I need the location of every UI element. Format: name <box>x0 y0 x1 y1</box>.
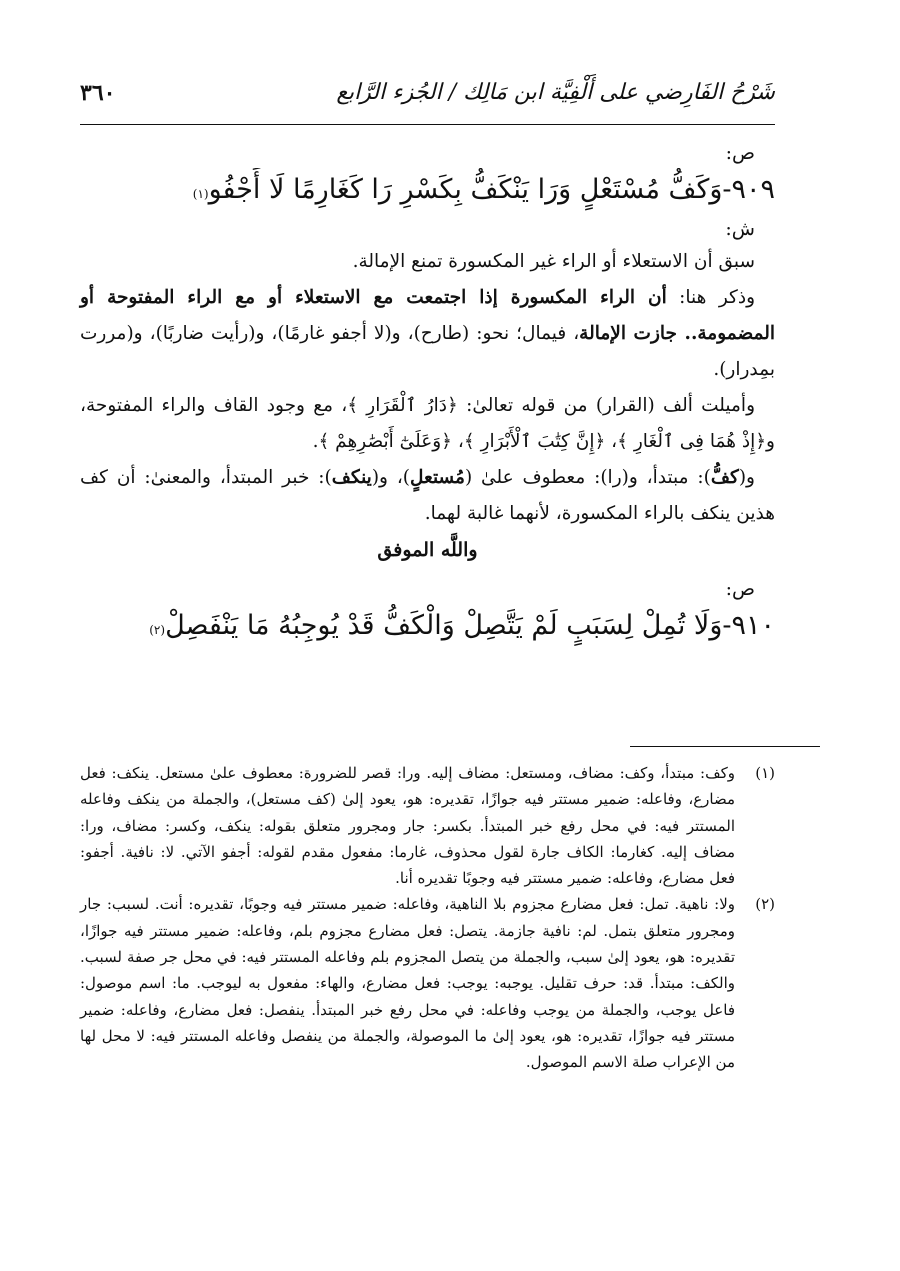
text-run: )، و( <box>371 467 411 488</box>
footnote-number: (١) <box>755 764 775 782</box>
text-run: ): مبتدأ، و(را): معطوف علىٰ ( <box>464 467 711 488</box>
footnote-divider <box>630 746 820 747</box>
sad-label: ص: <box>725 142 755 164</box>
footnotes <box>80 760 775 1076</box>
footnote-ref[interactable]: (٢) <box>149 623 166 637</box>
paragraph <box>80 460 775 532</box>
footnote-ref[interactable]: (١) <box>192 187 209 201</box>
footnote-text: وكف: مبتدأ، وكف: مضاف، ومستعل: مضاف إليه. ورا: قصر للضرورة: معطوف علىٰ مستعل. ينكف: فعل مضارع، وفاعله: ضمير مستتر فيه جوازًا، تقديره: هو، يعود إلىٰ (كف مستعل)، والجملة من ينكف وفاعله المستتر فيه: في محل رفع خبر المبتدأ. بكسر: جار ومجرور متعلق بقوله: ينكف، وكسر: مضاف، ورا: مضاف إليه. كغارما: الكاف جارة لقول محذوف، غارما: مفعول مقدم لقوله: أجفو الآتي. لا: نافية. أجفو: فعل مضارع، وفاعله: ضمير مستتر فيه وجوبًا تقديره أنا. <box>80 764 735 888</box>
paragraph: وأميلت ألف (القرار) من قوله تعالىٰ: ﴿دَارُ ٱلْقَرَارِ ﴾، مع وجود القاف والراء المفتوحة، و﴿إِذْ هُمَا فِى ٱلْغَارِ ﴾، ﴿إِنَّ كِتَٰبَ ٱلْأَبْرَارِ ﴾، ﴿وَعَلَىٰٓ أَبْصَٰرِهِمْ ﴾. <box>80 395 775 452</box>
footnote-number: (٢) <box>755 895 775 914</box>
paragraph <box>80 280 775 388</box>
bold-text: ينكف <box>331 467 372 488</box>
verse-text: ٩١٠-وَلَا تُمِلْ لِسَبَبٍ لَمْ يَتَّصِلْ وَالْكَفُّ قَدْ يُوجِبُهُ مَا يَنْفَصِلْ <box>165 610 775 641</box>
page-number: ٣٦٠ <box>80 80 116 106</box>
bold-text: مُستعلٍ <box>410 467 465 488</box>
running-header <box>80 76 775 120</box>
header-title: شَرْحُ الفَارِضي على أَلْفِيَّة ابن مَالِك / الجُزء الرَّابع <box>336 80 775 105</box>
bold-text: أن الراء المكسورة إذا اجتمعت مع الاستعلاء أو مع الراء المفتوحة أو المضمومة.. جازت الإمالة <box>80 287 775 344</box>
verse-text: ٩٠٩-وَكَفُّ مُسْتَعْلٍ وَرَا يَنْكَفُّ بِكَسْرِ رَا كَغَارِمًا لَا أَجْفُو <box>208 174 775 205</box>
closing-phrase: واللَّه الموفق <box>377 539 478 561</box>
text-run: و( <box>738 467 755 488</box>
bold-text: كفُّ <box>710 467 739 488</box>
text-run: وذكر هنا: <box>666 287 756 308</box>
text-run: ): خبر المبتدأ، والمعنىٰ: أن كف هذين ينكف بالراء المكسورة، لأنهما غالبة لهما. <box>80 467 775 524</box>
footnote <box>80 891 775 1075</box>
verse-909 <box>80 168 775 214</box>
footnote <box>80 760 775 891</box>
paragraph: سبق أن الاستعلاء أو الراء غير المكسورة تمنع الإمالة. <box>352 251 755 272</box>
shin-label: ش: <box>725 218 755 240</box>
verse-910 <box>80 604 775 650</box>
main-text <box>80 138 775 650</box>
text-run: ، فيمال؛ نحو: (طارح)، و(لا أجفو غارمًا)، و(رأيت ضاربًا)، و(مررت بمِدرار). <box>80 323 775 380</box>
sad-label: ص: <box>725 578 755 600</box>
footnote-text: ولا: ناهية. تمل: فعل مضارع مجزوم بلا الناهية، وفاعله: ضمير مستتر فيه وجوبًا، تقديره: أنت. لسبب: جار ومجرور متعلق بتمل. لم: نافية جازمة. يتصل: فعل مضارع مجزوم بلم، وفاعله: ضمير مستتر فيه جوازًا، تقديره: هو، يعود إلىٰ سبب، والجملة من يتصل المجزوم بلم وفاعله المستتر فيه: في محل جر صفة لسبب. والكف: مبتدأ. قد: حرف تقليل. يوجبه: يوجب: فعل مضارع، والهاء: مفعول به ليوجب. ما: اسم موصول: فاعل يوجب، والجملة من يوجب وفاعله: في محل رفع خبر المبتدأ. ينفصل: فعل مضارع، وفاعله: ضمير مستتر فيه جوازًا، تقديره: هو، يعود إلىٰ ما الموصولة، والجملة من ينفصل وفاعله المستتر فيه: لا محل لها من الإعراب صلة الاسم الموصول. <box>80 895 735 1072</box>
header-divider <box>80 124 775 125</box>
